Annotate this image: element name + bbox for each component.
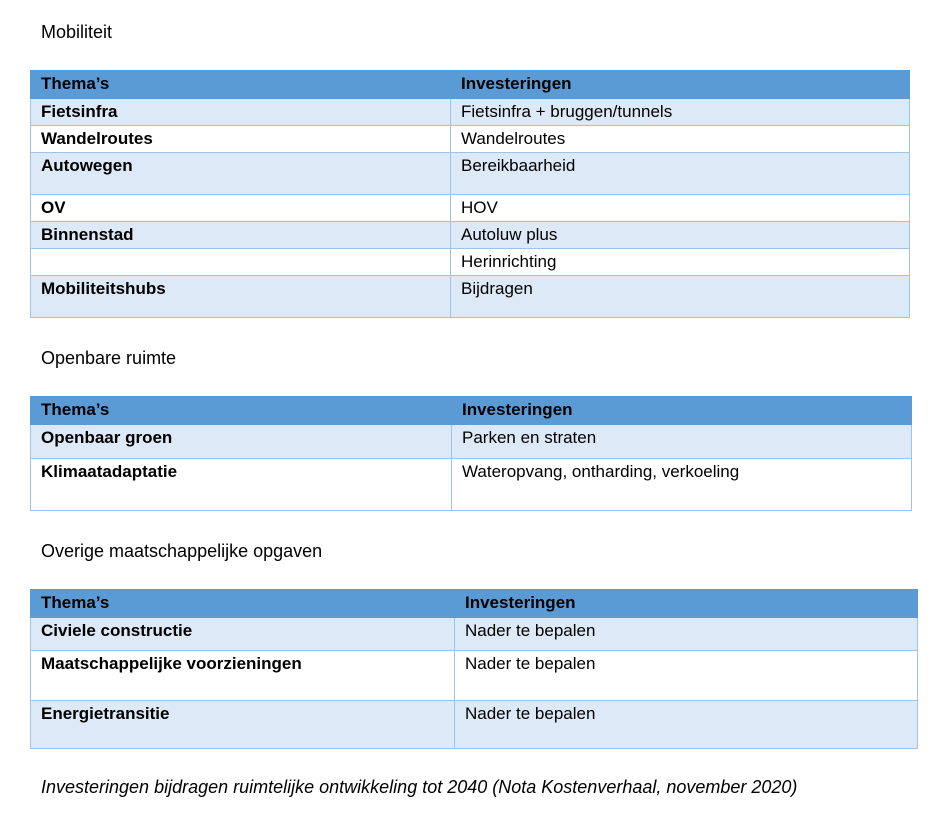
table-overige-opgaven	[30, 589, 918, 749]
column-header-themas: Thema’s	[31, 590, 455, 618]
table-header-row	[31, 590, 918, 618]
section-heading-overige-opgaven: Overige maatschappelijke opgaven	[41, 541, 323, 561]
cell-investering: Bijdragen	[451, 276, 910, 318]
column-header-investeringen: Investeringen	[451, 71, 910, 99]
cell-thema: Mobiliteitshubs	[31, 276, 451, 318]
table-row	[31, 701, 918, 749]
section-heading-openbare-ruimte: Openbare ruimte	[41, 348, 177, 368]
table-row	[31, 618, 918, 651]
cell-thema: Wandelroutes	[31, 126, 451, 153]
cell-investering: Nader te bepalen	[455, 618, 918, 651]
cell-investering: Autoluw plus	[451, 222, 910, 249]
cell-thema: Openbaar groen	[31, 425, 452, 459]
table-openbare-ruimte	[30, 396, 912, 511]
table-row	[31, 425, 912, 459]
cell-thema: Klimaatadaptatie	[31, 459, 452, 511]
table-row	[31, 459, 912, 511]
cell-thema: Fietsinfra	[31, 99, 451, 126]
table-mobiliteit	[30, 70, 910, 318]
column-header-investeringen: Investeringen	[455, 590, 918, 618]
table-row	[31, 276, 910, 318]
table-row	[31, 222, 910, 249]
table-row	[31, 126, 910, 153]
section-heading-mobiliteit: Mobiliteit	[41, 22, 113, 42]
cell-thema	[31, 249, 451, 276]
cell-thema: Autowegen	[31, 153, 451, 195]
table-header-row	[31, 71, 910, 99]
table-row	[31, 195, 910, 222]
column-header-investeringen: Investeringen	[452, 397, 912, 425]
column-header-themas: Thema’s	[31, 397, 452, 425]
table-row	[31, 249, 910, 276]
cell-thema: Binnenstad	[31, 222, 451, 249]
cell-investering: Nader te bepalen	[455, 651, 918, 701]
table-row	[31, 153, 910, 195]
cell-investering: Herinrichting	[451, 249, 910, 276]
table-header-row	[31, 397, 912, 425]
cell-thema: Energietransitie	[31, 701, 455, 749]
table-row	[31, 651, 918, 701]
cell-thema: Civiele constructie	[31, 618, 455, 651]
figure-caption: Investeringen bijdragen ruimtelijke ontwikkeling tot 2040 (Nota Kostenverhaal, november 2020)	[41, 777, 798, 797]
cell-investering: Wateropvang, ontharding, verkoeling	[452, 459, 912, 511]
cell-investering: Bereikbaarheid	[451, 153, 910, 195]
cell-thema: OV	[31, 195, 451, 222]
column-header-themas: Thema’s	[31, 71, 451, 99]
table-row	[31, 99, 910, 126]
cell-investering: HOV	[451, 195, 910, 222]
cell-thema: Maatschappelijke voorzieningen	[31, 651, 455, 701]
cell-investering: Wandelroutes	[451, 126, 910, 153]
cell-investering: Parken en straten	[452, 425, 912, 459]
cell-investering: Nader te bepalen	[455, 701, 918, 749]
cell-investering: Fietsinfra + bruggen/tunnels	[451, 99, 910, 126]
